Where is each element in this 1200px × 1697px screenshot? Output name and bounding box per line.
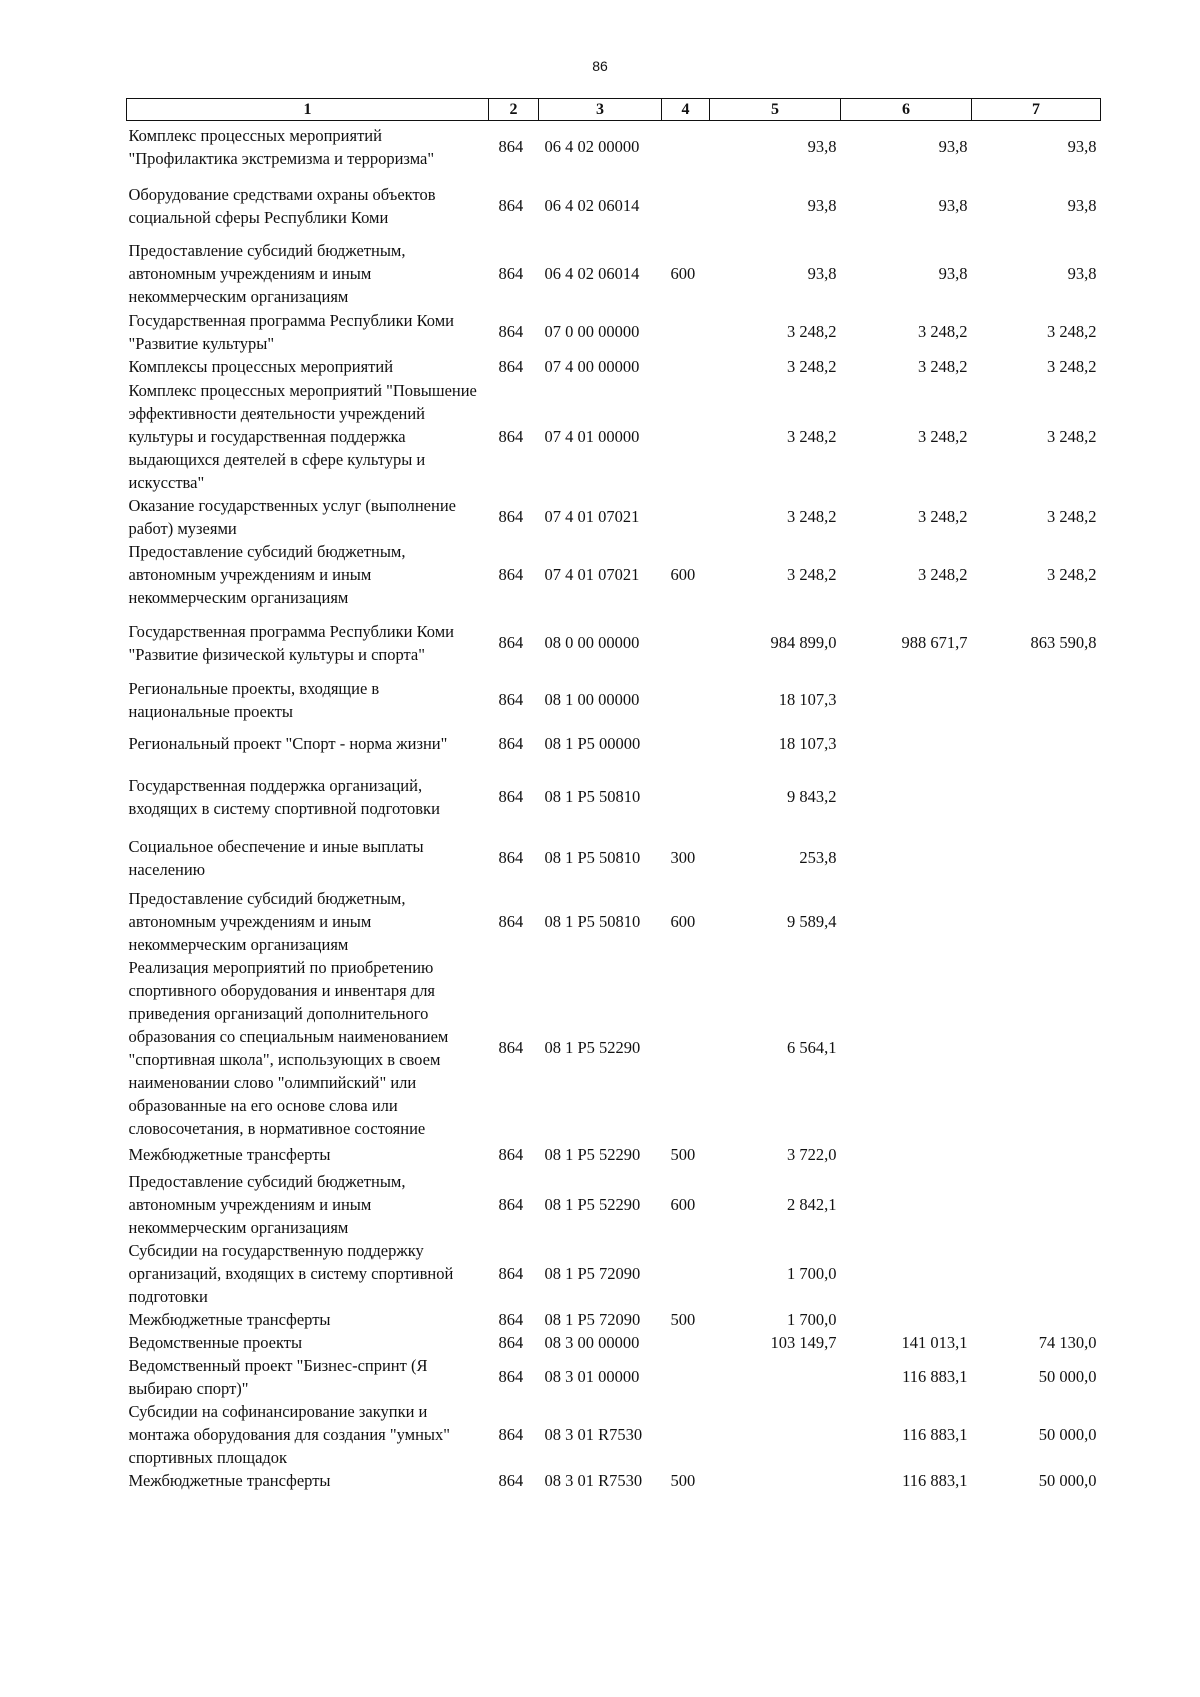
row-amount-2025 [710, 1400, 841, 1469]
row-admin-code: 864 [498, 848, 524, 867]
row-amount-2025: 3 248,2 [787, 357, 837, 376]
header-col-5: 5 [710, 99, 841, 121]
row-admin-code: 864 [498, 1332, 524, 1352]
row-amount-2025: 3 248,2 [787, 564, 837, 584]
row-amount-2027 [972, 887, 1101, 956]
row-admin-code: 864 [498, 1309, 524, 1329]
row-name: Государственная поддержка организаций, входящих в систему спортивной подготовки [128, 775, 440, 818]
table-row [127, 379, 1101, 494]
page-number: 86 [592, 58, 608, 74]
row-amount-2026 [841, 765, 972, 829]
table-row [127, 1400, 1101, 1469]
row-amount-2027: 3 248,2 [1047, 564, 1097, 584]
row-amount-2025: 1 700,0 [787, 1263, 837, 1283]
table-row [127, 723, 1101, 765]
row-amount-2027: 3 248,2 [1047, 426, 1097, 446]
row-target-code: 06 4 02 06014 [544, 196, 640, 215]
table-row [127, 239, 1101, 309]
row-name: Региональные проекты, входящие в национальные проекты [128, 678, 380, 721]
row-admin-code: 864 [498, 787, 524, 806]
budget-table [126, 98, 1101, 1493]
table-row [127, 829, 1101, 887]
row-target-code: 08 3 01 R7530 [544, 1471, 643, 1490]
row-amount-2026 [841, 1239, 972, 1308]
row-amount-2027 [972, 723, 1101, 765]
row-name: Субсидии на софинансирование закупки и монтажа оборудования для создания "умных" спортивных площадок [128, 1401, 451, 1467]
row-expense-type [662, 121, 710, 173]
row-target-code: 06 4 02 00000 [544, 137, 640, 157]
row-expense-type [662, 723, 710, 765]
row-amount-2027: 50 000,0 [1038, 1367, 1097, 1386]
row-amount-2025 [710, 1469, 841, 1493]
row-amount-2025: 103 149,7 [770, 1332, 837, 1352]
row-amount-2027: 74 130,0 [1038, 1332, 1097, 1352]
row-amount-2026 [841, 1140, 972, 1170]
header-col-7: 7 [972, 99, 1101, 121]
row-target-code: 07 0 00 00000 [544, 322, 640, 341]
row-expense-type [662, 609, 710, 677]
row-amount-2025: 3 248,2 [787, 426, 837, 446]
row-amount-2027: 3 248,2 [1047, 507, 1097, 526]
row-admin-code: 864 [498, 564, 524, 584]
row-expense-type [662, 173, 710, 239]
row-amount-2025: 93,8 [807, 196, 837, 215]
row-amount-2027 [972, 765, 1101, 829]
row-admin-code: 864 [498, 1145, 524, 1164]
table-row [127, 956, 1101, 1140]
row-admin-code: 864 [498, 1194, 524, 1214]
row-amount-2027 [972, 1239, 1101, 1308]
row-admin-code: 864 [498, 1471, 524, 1490]
row-target-code: 08 1 P5 50810 [544, 787, 641, 806]
row-amount-2026: 93,8 [938, 264, 968, 283]
row-amount-2026: 116 883,1 [902, 1471, 968, 1490]
row-name: Государственная программа Республики Коми "Развитие культуры" [128, 310, 454, 353]
row-amount-2026 [841, 677, 972, 723]
row-target-code: 08 1 00 00000 [544, 690, 640, 709]
row-amount-2025: 3 722,0 [787, 1145, 837, 1164]
row-target-code: 08 0 00 00000 [544, 633, 640, 652]
row-admin-code: 864 [498, 322, 524, 341]
row-amount-2027: 93,8 [1067, 264, 1097, 283]
table-header [127, 99, 1101, 121]
row-amount-2026: 3 248,2 [918, 426, 968, 446]
row-expense-type [662, 494, 710, 540]
row-amount-2027 [972, 677, 1101, 723]
row-amount-2025: 3 248,2 [787, 507, 837, 526]
row-amount-2027: 50 000,0 [1038, 1471, 1097, 1490]
row-admin-code: 864 [498, 690, 524, 709]
row-expense-type: 600 [670, 911, 696, 931]
row-amount-2025: 3 248,2 [787, 322, 837, 341]
header-col-4: 4 [662, 99, 710, 121]
row-amount-2027: 93,8 [1067, 137, 1097, 157]
row-target-code: 08 1 P5 50810 [544, 848, 641, 867]
table-row [127, 121, 1101, 173]
row-name: Предоставление субсидий бюджетным, автономным учреждениям и иным некоммерческим организациям [128, 241, 406, 306]
row-expense-type [662, 956, 710, 1140]
row-name: Реализация мероприятий по приобретению спортивного оборудования и инвентаря для приведения организаций дополнительного образования со специальным наименованием "спортивная школа", использующих в своем наименовании слово "олимпийский" или образованные на его основе слова или словосочетания, в нормативное состояние [128, 957, 449, 1138]
row-amount-2026: 3 248,2 [918, 322, 968, 341]
row-expense-type [662, 1400, 710, 1469]
row-amount-2026 [841, 723, 972, 765]
row-admin-code: 864 [498, 911, 524, 931]
table-row [127, 1308, 1101, 1331]
row-amount-2026 [841, 887, 972, 956]
row-amount-2025: 984 899,0 [770, 633, 837, 652]
row-expense-type [662, 1331, 710, 1354]
row-name: Ведомственные проекты [128, 1332, 303, 1352]
row-target-code: 07 4 01 00000 [544, 426, 640, 446]
table-row [127, 540, 1101, 609]
row-amount-2027: 93,8 [1067, 196, 1097, 215]
table-row [127, 173, 1101, 239]
row-admin-code: 864 [498, 196, 524, 215]
row-name: Социальное обеспечение и иные выплаты населению [128, 836, 424, 879]
row-amount-2025: 2 842,1 [787, 1194, 837, 1214]
row-expense-type [662, 355, 710, 379]
row-expense-type: 500 [670, 1145, 696, 1164]
row-admin-code: 864 [498, 507, 524, 526]
table-row [127, 1331, 1101, 1354]
row-amount-2027: 863 590,8 [1030, 633, 1097, 652]
row-amount-2027 [972, 1308, 1101, 1331]
row-expense-type: 300 [670, 848, 696, 867]
row-amount-2025: 18 107,3 [778, 734, 837, 753]
row-amount-2026: 93,8 [938, 196, 968, 215]
row-admin-code: 864 [498, 1424, 524, 1444]
row-amount-2026 [841, 1308, 972, 1331]
row-admin-code: 864 [498, 1038, 524, 1057]
row-target-code: 08 1 P5 52290 [544, 1194, 641, 1214]
row-target-code: 07 4 00 00000 [544, 357, 640, 376]
table-row [127, 1239, 1101, 1308]
table-row [127, 1469, 1101, 1493]
row-target-code: 07 4 01 07021 [544, 507, 640, 526]
header-col-6: 6 [841, 99, 972, 121]
row-target-code: 08 1 P5 52290 [544, 1145, 641, 1164]
table-row [127, 494, 1101, 540]
row-admin-code: 864 [498, 357, 524, 376]
row-target-code: 08 1 P5 52290 [544, 1038, 641, 1057]
row-amount-2027 [972, 1140, 1101, 1170]
table-row [127, 309, 1101, 355]
row-amount-2026: 116 883,1 [902, 1424, 968, 1444]
row-name: Государственная программа Республики Коми "Развитие физической культуры и спорта" [128, 621, 454, 664]
row-name: Предоставление субсидий бюджетным, автономным учреждениям и иным некоммерческим организациям [128, 1171, 406, 1237]
row-amount-2025: 1 700,0 [787, 1309, 837, 1329]
row-amount-2025 [710, 1354, 841, 1400]
row-target-code: 08 3 01 R7530 [544, 1424, 643, 1444]
row-name: Межбюджетные трансферты [128, 1309, 331, 1329]
row-name: Ведомственный проект "Бизнес-спринт (Я выбираю спорт)" [128, 1355, 428, 1398]
row-amount-2026 [841, 829, 972, 887]
row-amount-2027: 3 248,2 [1047, 322, 1097, 341]
row-admin-code: 864 [498, 734, 524, 753]
table-row [127, 677, 1101, 723]
header-col-3: 3 [539, 99, 662, 121]
row-amount-2027 [972, 829, 1101, 887]
row-amount-2027 [972, 956, 1101, 1140]
row-name: Оборудование средствами охраны объектов социальной сферы Республики Коми [128, 184, 436, 227]
row-amount-2025: 9 589,4 [787, 911, 837, 931]
row-target-code: 06 4 02 06014 [544, 264, 640, 283]
row-amount-2027 [972, 1170, 1101, 1239]
row-expense-type [662, 379, 710, 494]
table-body [127, 121, 1101, 1493]
row-amount-2027: 50 000,0 [1038, 1424, 1097, 1444]
row-amount-2026: 116 883,1 [902, 1367, 968, 1386]
row-target-code: 08 1 P5 72090 [544, 1309, 641, 1329]
row-expense-type: 600 [670, 1194, 696, 1214]
row-amount-2026 [841, 956, 972, 1140]
table-row [127, 887, 1101, 956]
row-amount-2025: 9 843,2 [787, 787, 837, 806]
row-admin-code: 864 [498, 1263, 524, 1283]
table-row [127, 355, 1101, 379]
row-target-code: 07 4 01 07021 [544, 564, 640, 584]
table-row [127, 609, 1101, 677]
row-admin-code: 864 [498, 633, 524, 652]
row-expense-type: 600 [670, 264, 696, 283]
row-name: Комплекс процессных мероприятий "Повышение эффективности деятельности учреждений культуры и государственная поддержка выдающихся деятелей в сфере культуры и искусства" [128, 380, 477, 492]
row-expense-type [662, 1354, 710, 1400]
row-expense-type [662, 309, 710, 355]
table-row [127, 765, 1101, 829]
row-target-code: 08 1 P5 72090 [544, 1263, 641, 1283]
row-amount-2026: 93,8 [938, 137, 968, 157]
row-amount-2027: 3 248,2 [1047, 357, 1097, 376]
row-amount-2026: 141 013,1 [901, 1332, 968, 1352]
row-name: Региональный проект "Спорт - норма жизни" [128, 734, 448, 753]
table-row [127, 1140, 1101, 1170]
row-expense-type [662, 1239, 710, 1308]
row-expense-type: 500 [670, 1471, 696, 1490]
row-name: Межбюджетные трансферты [128, 1145, 331, 1164]
row-admin-code: 864 [498, 426, 524, 446]
row-amount-2026: 988 671,7 [901, 633, 968, 652]
row-name: Оказание государственных услуг (выполнение работ) музеями [128, 495, 456, 538]
row-name: Предоставление субсидий бюджетным, автономным учреждениям и иным некоммерческим организациям [128, 888, 406, 954]
row-amount-2025: 253,8 [799, 848, 837, 867]
row-admin-code: 864 [498, 1367, 524, 1386]
row-name: Комплекс процессных мероприятий "Профилактика экстремизма и терроризма" [128, 125, 435, 168]
row-admin-code: 864 [498, 264, 524, 283]
row-name: Комплексы процессных мероприятий [128, 357, 394, 376]
row-target-code: 08 3 00 00000 [544, 1332, 640, 1352]
row-target-code: 08 1 P5 00000 [544, 734, 641, 753]
row-amount-2025: 6 564,1 [787, 1038, 837, 1057]
row-admin-code: 864 [498, 137, 524, 157]
row-amount-2025: 93,8 [807, 137, 837, 157]
table-row [127, 1354, 1101, 1400]
row-amount-2025: 93,8 [807, 264, 837, 283]
row-name: Межбюджетные трансферты [128, 1471, 331, 1490]
header-row [127, 99, 1101, 121]
table-row [127, 1170, 1101, 1239]
row-amount-2026: 3 248,2 [918, 564, 968, 584]
row-amount-2026: 3 248,2 [918, 507, 968, 526]
row-name: Субсидии на государственную поддержку организаций, входящих в систему спортивной подготовки [128, 1240, 454, 1306]
header-col-2: 2 [489, 99, 539, 121]
row-amount-2025: 18 107,3 [778, 690, 837, 709]
row-target-code: 08 1 P5 50810 [544, 911, 641, 931]
row-name: Предоставление субсидий бюджетным, автономным учреждениям и иным некоммерческим организациям [128, 541, 406, 607]
row-expense-type: 600 [670, 564, 696, 584]
header-col-1: 1 [127, 99, 489, 121]
row-expense-type [662, 677, 710, 723]
row-expense-type [662, 765, 710, 829]
row-amount-2026 [841, 1170, 972, 1239]
row-amount-2026: 3 248,2 [918, 357, 968, 376]
row-expense-type: 500 [670, 1309, 696, 1329]
row-target-code: 08 3 01 00000 [544, 1367, 640, 1386]
